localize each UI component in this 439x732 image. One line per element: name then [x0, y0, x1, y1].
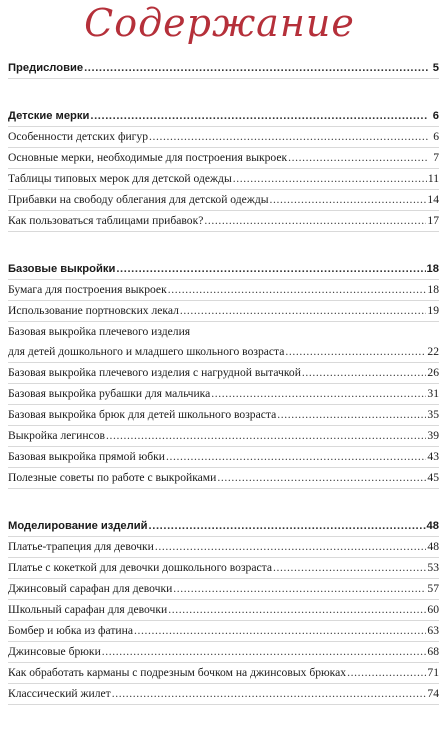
page-number: 26 — [427, 366, 439, 379]
entry-title: Базовая выкройка брюк для детей школьного возраста — [8, 408, 277, 421]
toc-entry — [8, 621, 439, 642]
dot-leader — [168, 600, 426, 620]
toc-section-heading — [8, 516, 439, 537]
page-number: 5 — [432, 62, 439, 74]
toc-entry — [8, 127, 439, 148]
entry-title: Особенности детских фигур — [8, 130, 149, 143]
toc-section — [8, 106, 439, 232]
entry-title: Базовая выкройка рубашки для мальчика — [8, 387, 211, 400]
page-number: 48 — [426, 520, 439, 532]
page-number: 11 — [427, 172, 439, 185]
toc-entry — [8, 447, 439, 468]
entry-title: Джинсовый сарафан для девочки — [8, 582, 173, 595]
table-of-contents — [8, 58, 439, 732]
dot-leader — [302, 363, 426, 383]
toc-entry — [8, 363, 439, 384]
page-number: 63 — [427, 624, 439, 637]
entry-title: Базовая выкройка прямой юбки — [8, 450, 165, 463]
entry-title: Школьный сарафан для девочки — [8, 603, 168, 616]
dot-leader — [116, 259, 425, 279]
dot-leader — [168, 280, 427, 300]
dot-leader — [112, 684, 427, 704]
entry-title: Джинсовые брюки — [8, 645, 101, 658]
page-number: 17 — [427, 214, 439, 227]
page-number: 68 — [427, 645, 439, 658]
dot-leader — [102, 642, 427, 662]
section-title: Предисловие — [8, 62, 84, 74]
page-number: 35 — [427, 408, 439, 421]
page-number: 18 — [427, 283, 439, 296]
dot-leader — [288, 148, 428, 168]
page-number: 19 — [427, 304, 439, 317]
entry-title: Бумага для построения выкроек — [8, 283, 167, 296]
dot-leader — [180, 301, 427, 321]
page-number: 57 — [427, 582, 439, 595]
dot-leader — [173, 579, 426, 599]
dot-leader — [166, 447, 426, 467]
toc-entry — [8, 468, 439, 489]
toc-entry — [8, 211, 439, 232]
entry-title: Базовая выкройка плечевого изделия — [8, 325, 191, 338]
entry-title: Прибавки на свободу облегания для детской одежды — [8, 193, 269, 206]
toc-section — [8, 259, 439, 489]
toc-entry — [8, 405, 439, 426]
entry-title: Платье с кокеткой для девочки дошкольного возраста — [8, 561, 272, 574]
toc-entry — [8, 579, 439, 600]
dot-leader — [106, 426, 426, 446]
dot-leader — [84, 58, 428, 78]
toc-entry — [8, 190, 439, 211]
entry-title: Платье-трапеция для девочки — [8, 540, 154, 553]
entry-title: Базовая выкройка плечевого изделия с нагрудной вытачкой — [8, 366, 301, 379]
page-number: 48 — [427, 540, 439, 553]
dot-leader — [270, 190, 427, 210]
page-number: 14 — [427, 193, 439, 206]
dot-leader — [347, 663, 426, 683]
page-number: 74 — [427, 687, 439, 700]
page-number: 6 — [432, 110, 439, 122]
entry-title: Как пользоваться таблицами прибавок? — [8, 214, 204, 227]
toc-entry — [8, 558, 439, 579]
dot-leader — [204, 211, 426, 231]
dot-leader — [285, 342, 426, 362]
section-title: Базовые выкройки — [8, 263, 116, 275]
dot-leader — [211, 384, 426, 404]
dot-leader — [149, 516, 426, 536]
entry-title: Как обработать карманы с подрезным бочком на джинсовых брюках — [8, 666, 347, 679]
dot-leader — [273, 558, 426, 578]
toc-entry — [8, 301, 439, 322]
entry-title: для детей дошкольного и младшего школьного возраста — [8, 345, 285, 358]
dot-leader — [90, 106, 428, 126]
entry-title: Использование портновских лекал — [8, 304, 179, 317]
page-number: 7 — [433, 151, 439, 164]
dot-leader — [134, 621, 426, 641]
page-number: 39 — [427, 429, 439, 442]
dot-leader — [155, 537, 427, 557]
entry-title: Основные мерки, необходимые для построения выкроек — [8, 151, 288, 164]
toc-section-heading — [8, 106, 439, 127]
page-number: 22 — [427, 345, 439, 358]
toc-entry — [8, 684, 439, 705]
page-title: Содержание — [84, 1, 355, 45]
dot-leader — [233, 169, 427, 189]
toc-entry — [8, 342, 439, 363]
dot-leader — [217, 468, 426, 488]
toc-section — [8, 58, 439, 79]
toc-entry — [8, 642, 439, 663]
toc-entry — [8, 148, 439, 169]
page-number: 43 — [427, 450, 439, 463]
toc-entry — [8, 426, 439, 447]
toc-entry — [8, 322, 439, 342]
dot-leader — [149, 127, 428, 147]
entry-title: Бомбер и юбка из фатина — [8, 624, 133, 637]
toc-entry — [8, 537, 439, 558]
toc-entry — [8, 280, 439, 301]
page-number: 53 — [427, 561, 439, 574]
toc-section-heading — [8, 259, 439, 280]
section-title: Моделирование изделий — [8, 520, 148, 532]
toc-entry — [8, 663, 439, 684]
page-number: 45 — [427, 471, 439, 484]
page-number: 31 — [427, 387, 439, 400]
dot-leader — [277, 405, 426, 425]
page-number: 60 — [427, 603, 439, 616]
entry-title: Полезные советы по работе с выкройками — [8, 471, 217, 484]
toc-entry — [8, 384, 439, 405]
entry-title: Классический жилет — [8, 687, 111, 700]
entry-title: Выкройка легинсов — [8, 429, 105, 442]
toc-section — [8, 516, 439, 705]
page-number: 18 — [426, 263, 439, 275]
page-number: 6 — [433, 130, 439, 143]
toc-entry — [8, 169, 439, 190]
toc-entry — [8, 600, 439, 621]
section-title: Детские мерки — [8, 110, 90, 122]
entry-title: Таблицы типовых мерок для детской одежды — [8, 172, 232, 185]
toc-section-heading — [8, 58, 439, 79]
page-number: 71 — [427, 666, 439, 679]
